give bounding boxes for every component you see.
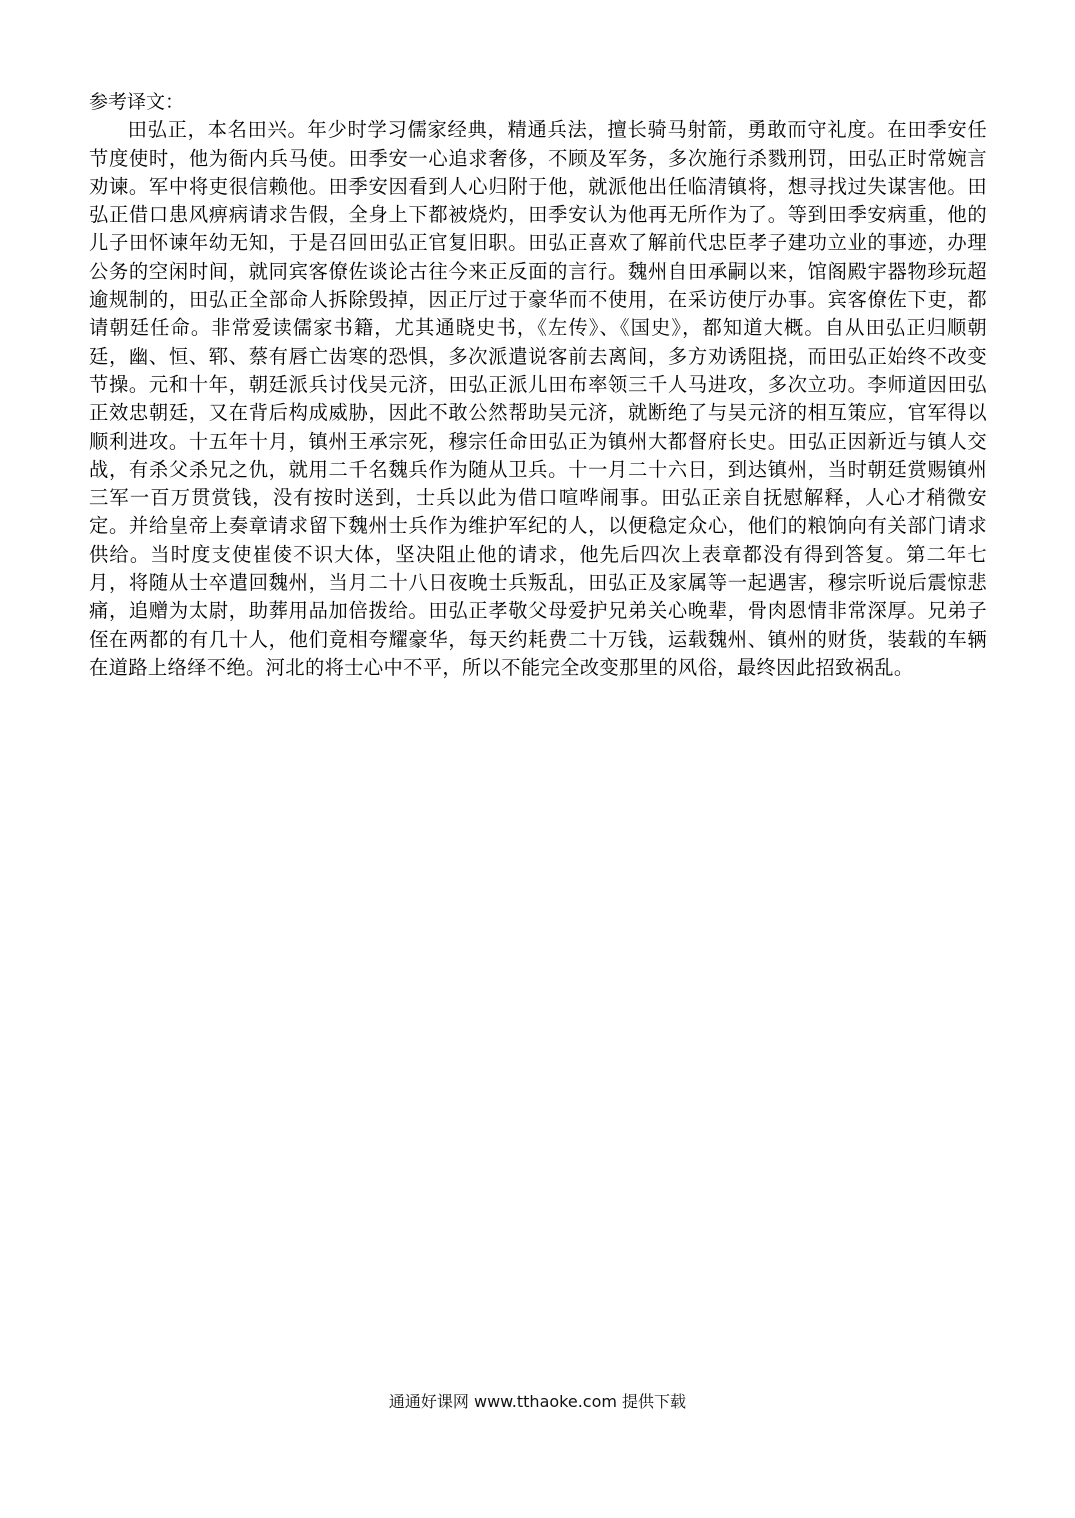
page-footer: 通通好课网 www.tthaoke.com 提供下载 (388, 1392, 687, 1411)
translation-paragraph: 田弘正，本名田兴。年少时学习儒家经典，精通兵法，擅长骑马射箭，勇敢而守礼度。在田季安任节度使时，他为衙内兵马使。田季安一心追求奢侈，不顾及军务，多次施行杀戮刑罚，田弘正时常婉言劝谏。军中将吏很信赖他。田季安因看到人心归附于他，就派他出任临清镇将，想寻找过失谋害他。田弘正借口患风痹病请求告假，全身上下都被烧灼，田季安认为他再无所作为了。等到田季安病重，他的儿子田怀谏年幼无知，于是召回田弘正官复旧职。田弘正喜欢了解前代忠臣孝子建功立业的事迹，办理公务的空闲时间，就同宾客僚佐谈论古往今来正反面的言行。魏州自田承嗣以来，馆阁殿宇器物珍玩超逾规制的，田弘正全部命人拆除毁掉，因正厅过于豪华而不使用，在采访使厅办事。宾客僚佐下吏，都请朝廷任命。非常爱读儒家书籍，尤其通晓史书，《左传》、《国史》，都知道大概。自从田弘正归顺朝廷，幽、恒、郓、蔡有唇亡齿寒的恐惧，多次派遣说客前去离间，多方劝诱阻挠，而田弘正始终不改变节操。元和十年，朝廷派兵讨伐吴元济，田弘正派儿田布率领三千人马进攻，多次立功。李师道因田弘正效忠朝廷，又在背后构成威胁，因此不敢公然帮助吴元济，就断绝了与吴元济的相互策应，官军得以顺利进攻。十五年十月，镇州王承宗死，穆宗任命田弘正为镇州大都督府长史。田弘正因新近与镇人交战，有杀父杀兄之仇，就用二千名魏兵作为随从卫兵。十一月二十六日，到达镇州，当时朝廷赏赐镇州三军一百万贯赏钱，没有按时送到，士兵以此为借口喧哗闹事。田弘正亲自抚慰解释，人心才稍微安定。并给皇帝上奏章请求留下魏州士兵作为维护军纪的人，以便稳定众心，他们的粮饷向有关部门请求供给。当时度支使崔倰不识大体，坚决阻止他的请求，他先后四次上表章都没有得到答复。第二年七月，将随从士卒遣回魏州，当月二十八日夜晚士兵叛乱，田弘正及家属等一起遇害，穆宗听说后震惊悲痛，追赠为太尉，助葬用品加倍拨给。田弘正孝敬父母爱护兄弟关心晚辈，骨肉恩情非常深厚。兄弟子侄在两都的有几十人，他们竟相夸耀豪华，每天约耗费二十万钱，运载魏州、镇州的财货，装载的车辆在道路上络绎不绝。河北的将士心中不平，所以不能完全改变那里的风俗，最终因此招致祸乱。 (89, 118, 987, 679)
section-heading: 参考译文： (89, 91, 185, 113)
document-body (89, 88, 987, 682)
